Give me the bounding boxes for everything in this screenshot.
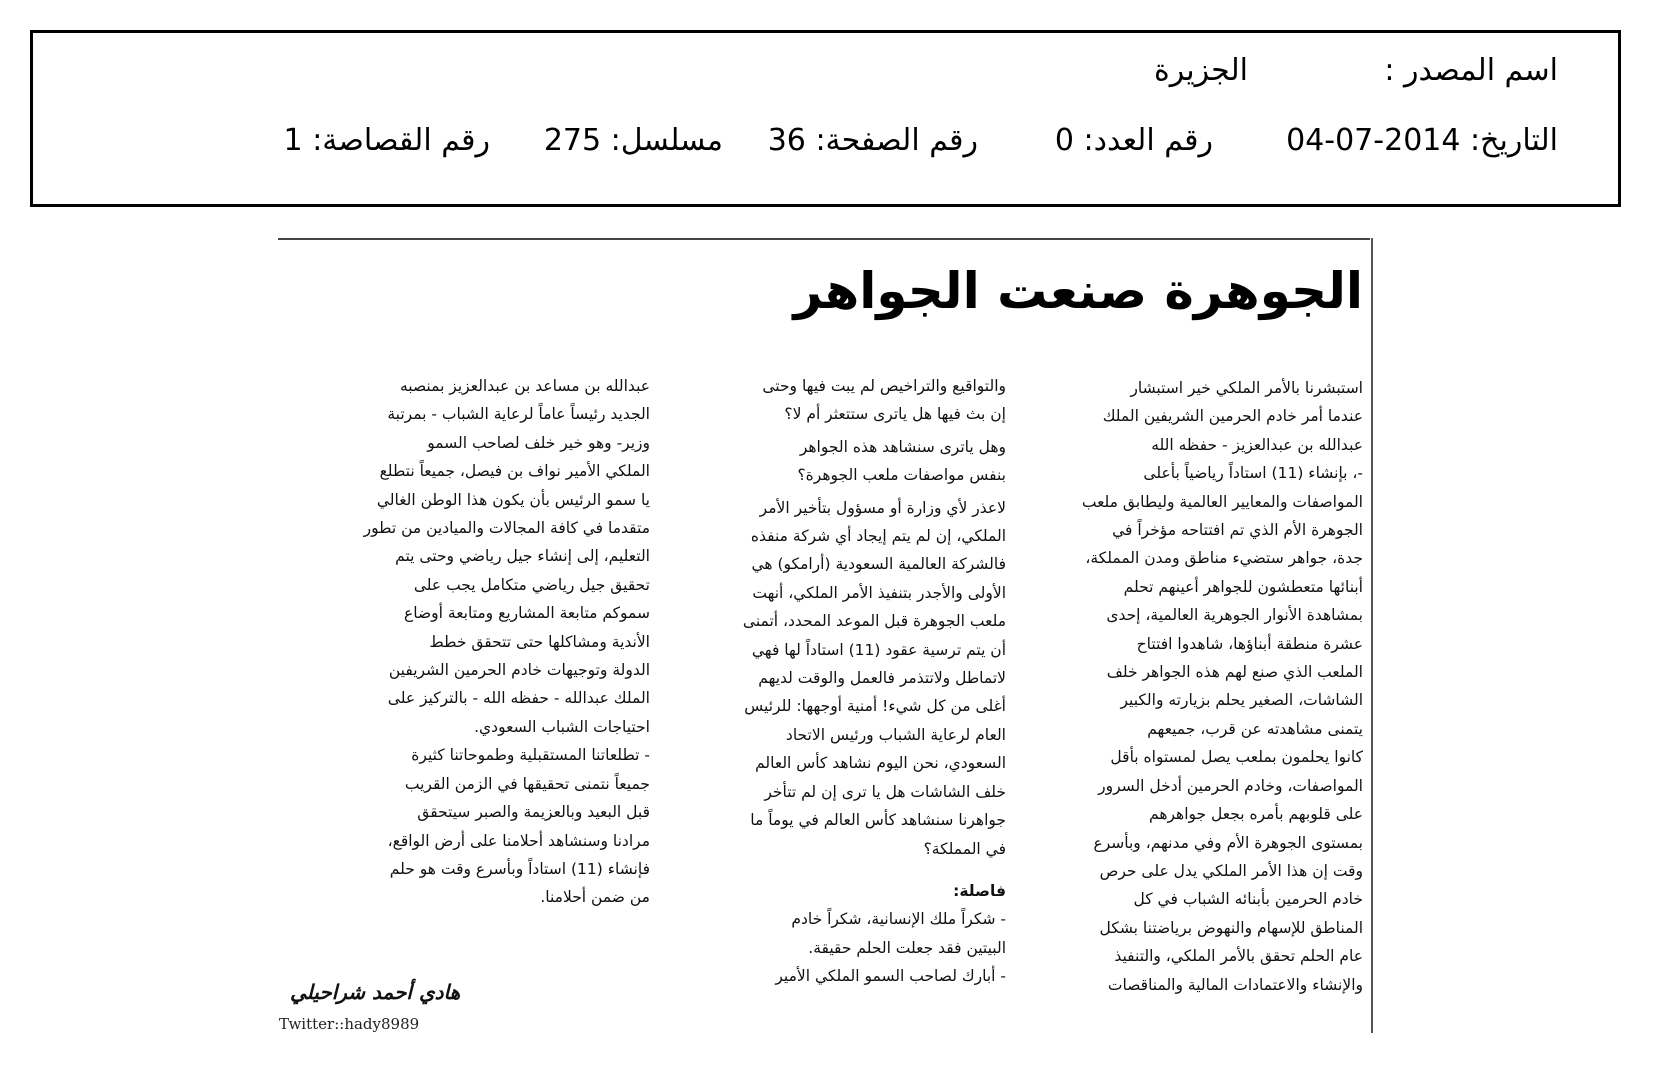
date-label: التاريخ: xyxy=(1470,123,1558,158)
column-line: السعودي، نحن اليوم نشاهد كأس العالم xyxy=(755,754,1006,773)
column-line: المواصفات والمعايير العالمية وليطابق ملعب xyxy=(1081,492,1363,511)
article-column-1 xyxy=(1043,374,1363,1034)
column-line: خلف الشاشات هل يا ترى إن لم تتأخر xyxy=(764,782,1006,801)
column-line: جدة، جواهر ستضيء مناطق ومدن المملكة، xyxy=(1085,549,1363,568)
column-line: البيتين فقد جعلت الحلم حقيقة. xyxy=(808,938,1006,957)
column-line: جواهرنا سنشاهد كأس العالم في يوماً ما xyxy=(750,811,1006,830)
column-line: عام الحلم تحقق بالأمر الملكي، والتنفيذ xyxy=(1114,947,1363,966)
column-line: استبشرنا بالأمر الملكي خير استبشار xyxy=(1130,379,1363,397)
column-subhead: فاصلة: xyxy=(953,881,1006,900)
column-line: يا سمو الرئيس بأن يكون هذا الوطن الغالي xyxy=(376,490,650,509)
column-line: احتياجات الشباب السعودي. xyxy=(474,717,650,736)
column-line: الجديد رئيساً عاماً لرعاية الشباب - بمرتبة xyxy=(387,405,650,424)
article-column-2 xyxy=(686,372,1006,991)
column-line: سموكم متابعة المشاريع ومتابعة أوضاع xyxy=(404,604,650,623)
source-info-box xyxy=(30,30,1621,207)
serial-value: 275 xyxy=(543,123,602,158)
column-line: التعليم، إلى إنشاء جيل رياضي وحتى يتم xyxy=(395,547,650,566)
column-line: متقدما في كافة المجالات والميادين من تطور xyxy=(363,519,650,538)
column-line: بنفس مواصفات ملعب الجوهرة؟ xyxy=(797,466,1006,485)
author-twitter: Twitter::hady8989 xyxy=(279,1015,420,1033)
column-line: الملكي الأمير نواف بن فيصل، جميعاً نتطلع xyxy=(379,462,650,481)
column-line: - تطلعاتنا المستقبلية وطموحاتنا كثيرة xyxy=(411,746,650,765)
issue-field xyxy=(1055,123,1213,158)
column-line: الملك عبدالله - حفظه الله - بالتركيز على xyxy=(387,689,650,708)
date-value: 2014-07-04 xyxy=(1286,123,1461,158)
column-line: مرادنا وسنشاهد أحلامنا على أرض الواقع، xyxy=(387,831,650,850)
column-line: الملعب الذي صنع لهم هذه الجواهر خلف xyxy=(1106,663,1363,682)
column-line: كانوا يحلمون بملعب يصل لمستواه بأقل xyxy=(1110,748,1363,767)
column-line: في المملكة؟ xyxy=(923,839,1006,858)
column-line: أغلى من كل شيء! أمنية أوجهها: للرئيس xyxy=(744,697,1006,716)
column-line: الجوهرة الأم الذي تم افتتاحه مؤخراً في xyxy=(1112,521,1363,540)
page-value: 36 xyxy=(767,123,806,158)
source-label: اسم المصدر : xyxy=(1384,53,1558,88)
column-line: قبل البعيد وبالعزيمة والصبر سيتحقق xyxy=(417,803,650,822)
article-headline: الجوهرة صنعت الجواهر xyxy=(793,262,1363,320)
date-field xyxy=(1286,123,1558,158)
column-line: الدولة وتوجيهات خادم الحرمين الشريفين xyxy=(388,661,650,680)
column-line: المناطق للإسهام والنهوض برياضتنا بشكل xyxy=(1099,918,1363,937)
column-line: عندما أمر خادم الحرمين الشريفين الملك xyxy=(1102,407,1363,426)
column-line: على قلوبهم بأمره بجعل جواهرهم xyxy=(1149,805,1363,824)
column-line: أن يتم ترسية عقود (11) استاداً لها فهي xyxy=(751,640,1006,659)
column-line: فالشركة العالمية السعودية (أرامكو) هي xyxy=(751,555,1006,574)
clip-value: 1 xyxy=(283,123,303,158)
column-line: فإنشاء (11) استاداً وبأسرع وقت هو حلم xyxy=(389,859,650,878)
clip-field xyxy=(284,123,490,158)
serial-field xyxy=(544,123,723,158)
column-line: الملكي، إن لم يتم إيجاد أي شركة منفذه xyxy=(750,527,1006,546)
column-line: والتواقيع والتراخيص لم يبت فيها وحتى xyxy=(762,377,1006,395)
column-line: عبدالله بن عبدالعزيز - حفظه الله xyxy=(1151,435,1363,454)
column-line: لاتماطل ولاتتذمر فالعمل والوقت لديهم xyxy=(758,669,1006,688)
column-line: وقت إن هذا الأمر الملكي يدل على حرص xyxy=(1099,861,1363,880)
column-line: ملعب الجوهرة قبل الموعد المحدد، أتمنى xyxy=(742,612,1006,631)
article-side-rule xyxy=(1371,238,1373,1033)
article-column-3 xyxy=(322,372,650,912)
column-line: خادم الحرمين بأبنائه الشباب في كل xyxy=(1133,890,1363,909)
column-line: - شكراً ملك الإنسانية، شكراً خادم xyxy=(791,910,1006,929)
column-line: المواصفات، وخادم الحرمين أدخل السرور xyxy=(1098,776,1363,795)
column-line: - أبارك لصاحب السمو الملكي الأمير xyxy=(775,967,1006,986)
column-line: العام لرعاية الشباب ورئيس الاتحاد xyxy=(785,725,1006,744)
column-line: تحقيق جيل رياضي متكامل يجب على xyxy=(413,575,650,594)
author-name: هادي أحمد شراحيلي xyxy=(290,980,461,1004)
column-line: بمستوى الجوهرة الأم وفي مدنهم، وبأسرع xyxy=(1093,833,1363,852)
clip-label: رقم القصاصة: xyxy=(312,123,490,158)
column-line: لاعذر لأي وزارة أو مسؤول بتأخير الأمر xyxy=(759,498,1006,517)
serial-label: مسلسل: xyxy=(610,123,723,158)
column-line: بمشاهدة الأنوار الجوهرية العالمية، إحدى xyxy=(1106,606,1363,625)
issue-value: 0 xyxy=(1054,123,1074,158)
column-line: الشاشات، الصغير يحلم بزيارته والكبير xyxy=(1120,691,1363,710)
source-value: الجزيرة xyxy=(1153,53,1248,88)
column-line: وزير- وهو خير خلف لصاحب السمو xyxy=(427,433,650,452)
column-line: يتمنى مشاهدته عن قرب، جميعهم xyxy=(1147,719,1363,738)
column-line: من ضمن أحلامنا. xyxy=(540,888,650,907)
column-line: جميعاً نتمنى تحقيقها في الزمن القريب xyxy=(404,774,650,793)
page-label: رقم الصفحة: xyxy=(815,123,978,158)
column-line: وهل ياترى سنشاهد هذه الجواهر xyxy=(799,437,1006,456)
column-line: -، بإنشاء (11) استاداً رياضياً بأعلى xyxy=(1143,464,1363,483)
column-line: الأندية ومشاكلها حتى تتحقق خطط xyxy=(429,632,650,651)
column-line: والإنشاء والاعتمادات المالية والمناقصات xyxy=(1107,975,1363,994)
column-line: الأولى والأجدر بتنفيذ الأمر الملكي، أنهت xyxy=(752,583,1006,602)
column-line: عشرة منطقة أبناؤها، شاهدوا افتتاح xyxy=(1136,634,1363,653)
issue-label: رقم العدد: xyxy=(1083,123,1213,158)
column-line: أبنائها متعطشون للجواهر أعينهم تحلم xyxy=(1123,577,1363,596)
column-line: إن بث فيها هل ياترى ستتعثر أم لا؟ xyxy=(784,405,1006,424)
column-line: عبدالله بن مساعد بن عبدالعزيز بمنصبه xyxy=(400,377,650,395)
article-top-rule xyxy=(278,238,1370,240)
page-field xyxy=(768,123,978,158)
